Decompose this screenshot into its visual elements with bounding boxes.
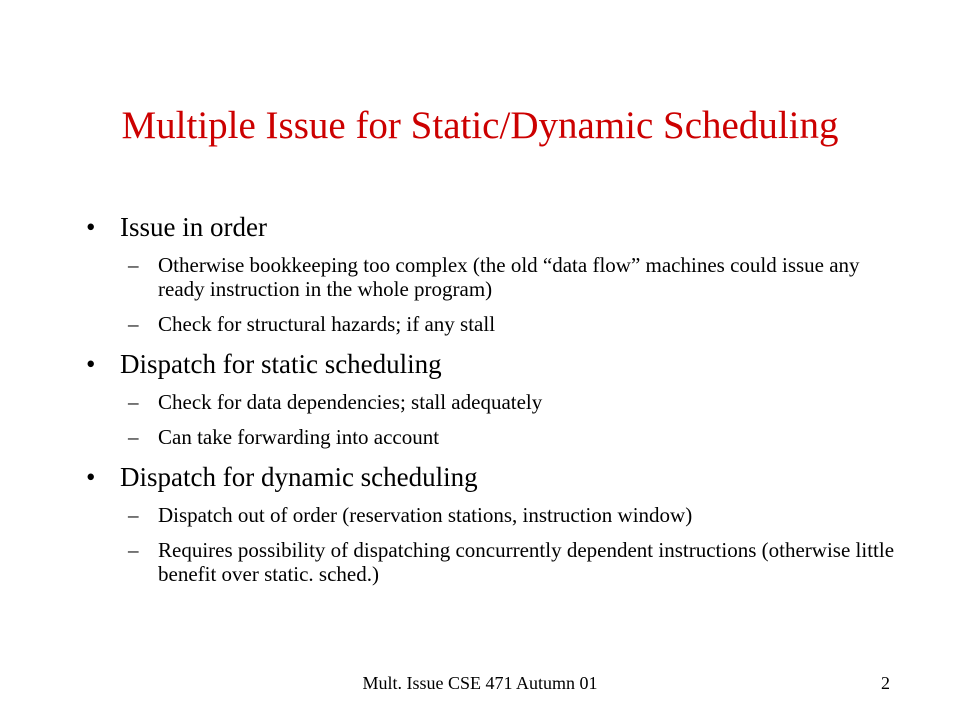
sub-list	[80, 503, 900, 586]
sub-list	[80, 253, 900, 336]
dash-marker: –	[128, 390, 139, 414]
bullet-item	[80, 460, 900, 494]
sub-item	[80, 503, 900, 527]
bullet-item	[80, 210, 900, 244]
bullet-marker: •	[86, 349, 96, 379]
sub-text: Check for structural hazards; if any stall	[158, 312, 496, 336]
sub-list	[80, 390, 900, 449]
sub-item	[80, 253, 900, 301]
page-number: 2	[881, 673, 890, 693]
sub-item	[80, 425, 900, 449]
slide-content	[80, 210, 900, 597]
bullet-text: Dispatch for dynamic scheduling	[120, 462, 478, 492]
sub-item	[80, 312, 900, 336]
bullet-marker: •	[86, 212, 96, 242]
slide-title: Multiple Issue for Static/Dynamic Scheduling	[121, 104, 839, 147]
sub-text: Otherwise bookkeeping too complex (the old “data flow” machines could issue any ready instruction in the whole program)	[158, 253, 860, 301]
dash-marker: –	[128, 425, 139, 449]
sub-text: Requires possibility of dispatching concurrently dependent instructions (otherwise little benefit over static. sched.)	[158, 538, 895, 586]
bullet-item	[80, 347, 900, 381]
bullet-text: Dispatch for static scheduling	[120, 349, 442, 379]
dash-marker: –	[128, 312, 139, 336]
sub-text: Can take forwarding into account	[158, 425, 440, 449]
dash-marker: –	[128, 503, 139, 527]
sub-item	[80, 390, 900, 414]
sub-text: Dispatch out of order (reservation stations, instruction window)	[158, 503, 693, 527]
footer-text: Mult. Issue CSE 471 Autumn 01	[362, 673, 598, 693]
sub-text: Check for data dependencies; stall adequately	[158, 390, 543, 414]
bullet-text: Issue in order	[120, 212, 267, 242]
bullet-marker: •	[86, 462, 96, 492]
sub-item	[80, 538, 900, 586]
dash-marker: –	[128, 538, 139, 562]
dash-marker: –	[128, 253, 139, 277]
